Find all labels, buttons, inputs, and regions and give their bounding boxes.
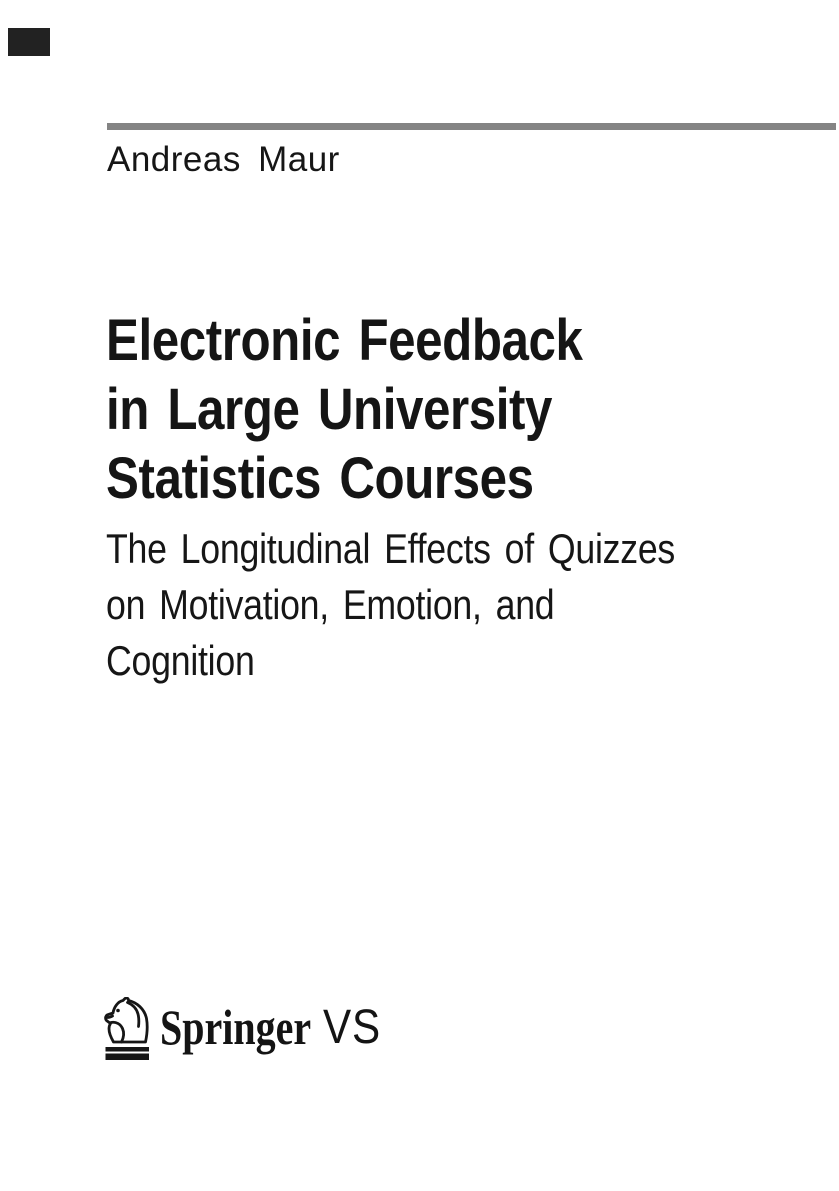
- book-title-line-3: Statistics Courses: [106, 446, 534, 511]
- series-corner-square: [8, 28, 50, 56]
- book-subtitle-line-3: Cognition: [106, 637, 255, 684]
- author-name: Andreas Maur: [107, 140, 340, 179]
- book-subtitle: [106, 521, 675, 689]
- publisher-suffix: VS: [323, 1001, 382, 1054]
- springer-knight-horse-icon: [104, 997, 150, 1060]
- book-title-line-2: in Large University: [106, 377, 552, 442]
- book-title: [106, 306, 583, 513]
- header-rule: [107, 123, 836, 130]
- book-title-line-1: Electronic Feedback: [106, 308, 583, 373]
- book-subtitle-line-2: on Motivation, Emotion, and: [106, 581, 555, 628]
- book-subtitle-line-1: The Longitudinal Effects of Quizzes: [106, 525, 676, 572]
- publisher-name: Springer: [160, 999, 312, 1055]
